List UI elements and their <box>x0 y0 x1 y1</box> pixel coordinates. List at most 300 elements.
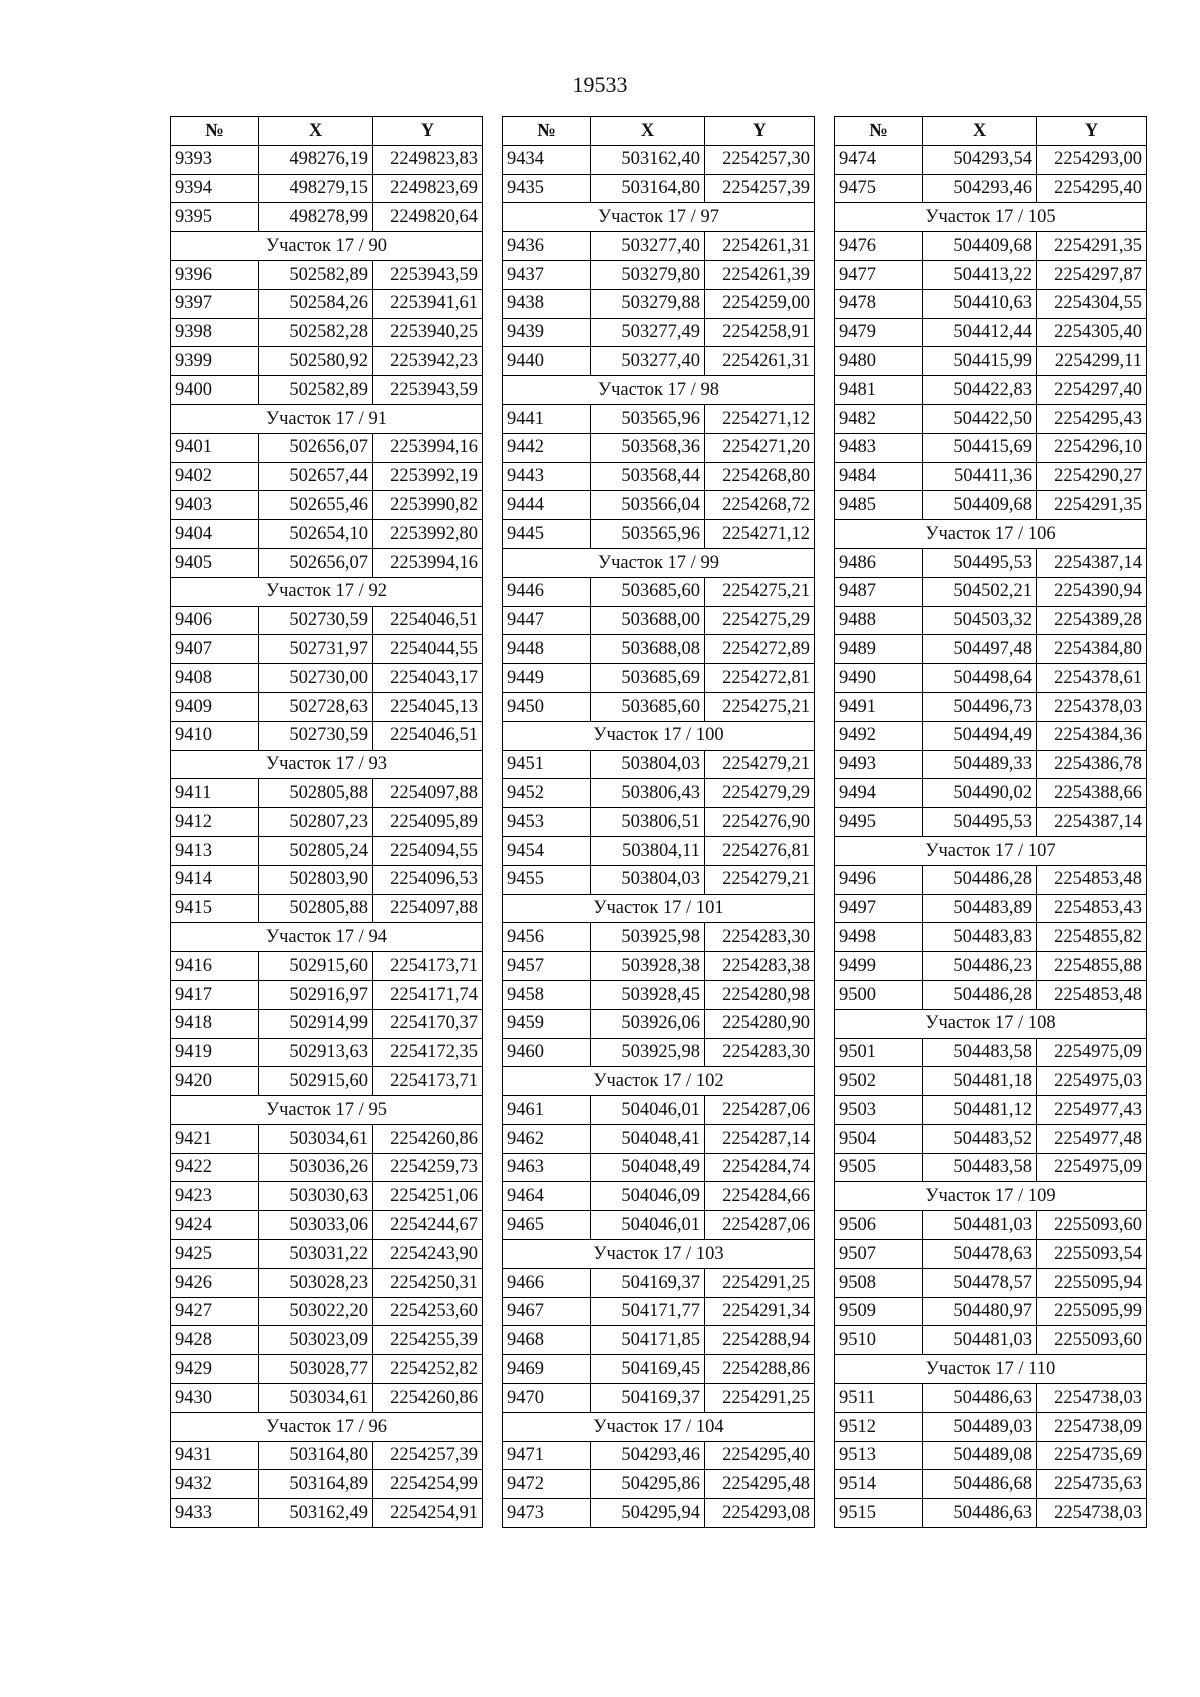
coordinates-table-2 <box>502 116 815 1528</box>
y-coordinate: 2254257,30 <box>705 145 815 174</box>
y-coordinate: 2254975,09 <box>1037 1153 1147 1182</box>
x-coordinate: 504490,02 <box>923 779 1037 808</box>
y-coordinate: 2254094,55 <box>373 836 483 865</box>
table-row <box>171 1297 483 1326</box>
table-row <box>171 808 483 837</box>
x-coordinate: 504293,46 <box>923 174 1037 203</box>
table-row <box>835 1412 1147 1441</box>
point-number: 9426 <box>171 1268 259 1297</box>
y-coordinate: 2254043,17 <box>373 664 483 693</box>
table-row <box>503 1153 815 1182</box>
x-coordinate: 503688,08 <box>591 635 705 664</box>
x-coordinate: 504046,01 <box>591 1096 705 1125</box>
table-row <box>171 1211 483 1240</box>
point-number: 9393 <box>171 145 259 174</box>
table-row <box>503 750 815 779</box>
table-row <box>171 721 483 750</box>
section-row <box>503 894 815 923</box>
point-number: 9444 <box>503 491 591 520</box>
table-row <box>171 1124 483 1153</box>
point-number: 9484 <box>835 462 923 491</box>
point-number: 9479 <box>835 318 923 347</box>
x-coordinate: 502728,63 <box>259 692 373 721</box>
section-label: Участок 17 / 102 <box>503 1067 815 1096</box>
table-row <box>503 1182 815 1211</box>
x-coordinate: 502913,63 <box>259 1038 373 1067</box>
section-label: Участок 17 / 104 <box>503 1412 815 1441</box>
point-number: 9492 <box>835 721 923 750</box>
point-number: 9411 <box>171 779 259 808</box>
x-coordinate: 502580,92 <box>259 347 373 376</box>
x-coordinate: 502805,88 <box>259 894 373 923</box>
point-number: 9482 <box>835 404 923 433</box>
table-row <box>503 491 815 520</box>
table-row <box>171 1067 483 1096</box>
point-number: 9472 <box>503 1470 591 1499</box>
section-row <box>171 404 483 433</box>
point-number: 9417 <box>171 980 259 1009</box>
section-row <box>503 1067 815 1096</box>
y-coordinate: 2254295,40 <box>1037 174 1147 203</box>
point-number: 9490 <box>835 664 923 693</box>
y-coordinate: 2254388,66 <box>1037 779 1147 808</box>
x-coordinate: 504422,83 <box>923 376 1037 405</box>
table-row <box>171 1470 483 1499</box>
y-coordinate: 2254288,94 <box>705 1326 815 1355</box>
table-row <box>835 721 1147 750</box>
y-coordinate: 2254259,73 <box>373 1153 483 1182</box>
y-coordinate: 2254855,82 <box>1037 923 1147 952</box>
y-coordinate: 2253994,16 <box>373 433 483 462</box>
section-row <box>171 577 483 606</box>
y-coordinate: 2254855,88 <box>1037 952 1147 981</box>
table-row <box>503 808 815 837</box>
x-coordinate: 502803,90 <box>259 865 373 894</box>
table-row <box>835 923 1147 952</box>
y-coordinate: 2253990,82 <box>373 491 483 520</box>
table-row <box>503 1009 815 1038</box>
table-row <box>171 1240 483 1269</box>
point-number: 9457 <box>503 952 591 981</box>
table-row <box>503 952 815 981</box>
point-number: 9467 <box>503 1297 591 1326</box>
x-coordinate: 504411,36 <box>923 462 1037 491</box>
x-coordinate: 504048,49 <box>591 1153 705 1182</box>
x-coordinate: 504169,37 <box>591 1384 705 1413</box>
y-coordinate: 2254291,34 <box>705 1297 815 1326</box>
table-header-row <box>835 117 1147 146</box>
point-number: 9501 <box>835 1038 923 1067</box>
x-coordinate: 503023,09 <box>259 1326 373 1355</box>
y-coordinate: 2254172,35 <box>373 1038 483 1067</box>
table-row <box>503 1297 815 1326</box>
section-row <box>835 203 1147 232</box>
section-row <box>503 548 815 577</box>
x-coordinate: 504480,97 <box>923 1297 1037 1326</box>
point-number: 9419 <box>171 1038 259 1067</box>
y-coordinate: 2254975,09 <box>1037 1038 1147 1067</box>
header-x: X <box>591 117 705 146</box>
section-label: Участок 17 / 108 <box>835 1009 1147 1038</box>
table-row <box>503 347 815 376</box>
y-coordinate: 2254261,31 <box>705 347 815 376</box>
point-number: 9508 <box>835 1268 923 1297</box>
table-row <box>835 865 1147 894</box>
x-coordinate: 503685,69 <box>591 664 705 693</box>
point-number: 9394 <box>171 174 259 203</box>
x-coordinate: 502914,99 <box>259 1009 373 1038</box>
point-number: 9469 <box>503 1355 591 1384</box>
point-number: 9511 <box>835 1384 923 1413</box>
x-coordinate: 498279,15 <box>259 174 373 203</box>
table-header-row <box>503 117 815 146</box>
x-coordinate: 502805,24 <box>259 836 373 865</box>
point-number: 9495 <box>835 808 923 837</box>
section-label: Участок 17 / 96 <box>171 1412 483 1441</box>
y-coordinate: 2254290,27 <box>1037 462 1147 491</box>
point-number: 9455 <box>503 865 591 894</box>
y-coordinate: 2253994,16 <box>373 548 483 577</box>
section-label: Участок 17 / 101 <box>503 894 815 923</box>
x-coordinate: 504486,23 <box>923 952 1037 981</box>
x-coordinate: 504481,12 <box>923 1096 1037 1125</box>
y-coordinate: 2254283,30 <box>705 923 815 952</box>
point-number: 9430 <box>171 1384 259 1413</box>
header-x: X <box>923 117 1037 146</box>
section-row <box>171 923 483 952</box>
point-number: 9414 <box>171 865 259 894</box>
section-label: Участок 17 / 95 <box>171 1096 483 1125</box>
y-coordinate: 2254254,91 <box>373 1499 483 1528</box>
y-coordinate: 2254378,61 <box>1037 664 1147 693</box>
table-row <box>835 347 1147 376</box>
table-row <box>171 1326 483 1355</box>
x-coordinate: 504496,73 <box>923 692 1037 721</box>
header-number: № <box>171 117 259 146</box>
table-row <box>835 1096 1147 1125</box>
y-coordinate: 2254096,53 <box>373 865 483 894</box>
x-coordinate: 503804,03 <box>591 865 705 894</box>
y-coordinate: 2254284,74 <box>705 1153 815 1182</box>
point-number: 9433 <box>171 1499 259 1528</box>
point-number: 9429 <box>171 1355 259 1384</box>
x-coordinate: 504409,68 <box>923 232 1037 261</box>
y-coordinate: 2254257,39 <box>705 174 815 203</box>
y-coordinate: 2254259,00 <box>705 289 815 318</box>
table-row <box>835 1470 1147 1499</box>
point-number: 9406 <box>171 606 259 635</box>
table-row <box>171 318 483 347</box>
table-row <box>171 548 483 577</box>
y-coordinate: 2254046,51 <box>373 606 483 635</box>
section-row <box>171 232 483 261</box>
y-coordinate: 2254260,86 <box>373 1384 483 1413</box>
table-row <box>503 232 815 261</box>
x-coordinate: 502731,97 <box>259 635 373 664</box>
point-number: 9474 <box>835 145 923 174</box>
section-row <box>503 1412 815 1441</box>
table-row <box>503 1441 815 1470</box>
x-coordinate: 498278,99 <box>259 203 373 232</box>
y-coordinate: 2254293,08 <box>705 1499 815 1528</box>
point-number: 9401 <box>171 433 259 462</box>
y-coordinate: 2253943,59 <box>373 260 483 289</box>
y-coordinate: 2253942,23 <box>373 347 483 376</box>
y-coordinate: 2255093,54 <box>1037 1240 1147 1269</box>
y-coordinate: 2255095,94 <box>1037 1268 1147 1297</box>
x-coordinate: 503926,06 <box>591 1009 705 1038</box>
y-coordinate: 2254275,21 <box>705 577 815 606</box>
y-coordinate: 2253940,25 <box>373 318 483 347</box>
x-coordinate: 504483,89 <box>923 894 1037 923</box>
x-coordinate: 504293,54 <box>923 145 1037 174</box>
y-coordinate: 2254378,03 <box>1037 692 1147 721</box>
point-number: 9504 <box>835 1124 923 1153</box>
x-coordinate: 503806,43 <box>591 779 705 808</box>
y-coordinate: 2254251,06 <box>373 1182 483 1211</box>
table-row <box>835 1038 1147 1067</box>
header-y: Y <box>1037 117 1147 146</box>
y-coordinate: 2254268,80 <box>705 462 815 491</box>
point-number: 9471 <box>503 1441 591 1470</box>
x-coordinate: 502915,60 <box>259 1067 373 1096</box>
point-number: 9410 <box>171 721 259 750</box>
y-coordinate: 2255095,99 <box>1037 1297 1147 1326</box>
y-coordinate: 2254280,98 <box>705 980 815 1009</box>
table-row <box>835 1211 1147 1240</box>
table-row <box>503 462 815 491</box>
point-number: 9476 <box>835 232 923 261</box>
x-coordinate: 504409,68 <box>923 491 1037 520</box>
table-row <box>835 318 1147 347</box>
y-coordinate: 2254275,29 <box>705 606 815 635</box>
x-coordinate: 504483,58 <box>923 1153 1037 1182</box>
point-number: 9448 <box>503 635 591 664</box>
table-row <box>171 980 483 1009</box>
y-coordinate: 2254276,81 <box>705 836 815 865</box>
table-row <box>171 347 483 376</box>
point-number: 9494 <box>835 779 923 808</box>
table-row <box>171 692 483 721</box>
table-row <box>835 376 1147 405</box>
y-coordinate: 2254271,12 <box>705 520 815 549</box>
y-coordinate: 2254291,25 <box>705 1384 815 1413</box>
point-number: 9425 <box>171 1240 259 1269</box>
table-row <box>835 606 1147 635</box>
table-row <box>171 260 483 289</box>
table-row <box>171 952 483 981</box>
table-row <box>171 865 483 894</box>
point-number: 9453 <box>503 808 591 837</box>
y-coordinate: 2254297,87 <box>1037 260 1147 289</box>
y-coordinate: 2254097,88 <box>373 779 483 808</box>
x-coordinate: 503685,60 <box>591 692 705 721</box>
x-coordinate: 503028,23 <box>259 1268 373 1297</box>
table-row <box>835 1153 1147 1182</box>
x-coordinate: 504171,77 <box>591 1297 705 1326</box>
point-number: 9418 <box>171 1009 259 1038</box>
table-row <box>835 664 1147 693</box>
section-row <box>503 1240 815 1269</box>
table-row <box>503 1124 815 1153</box>
table-row <box>503 980 815 1009</box>
x-coordinate: 503162,49 <box>259 1499 373 1528</box>
x-coordinate: 502582,89 <box>259 260 373 289</box>
y-coordinate: 2254250,31 <box>373 1268 483 1297</box>
y-coordinate: 2254261,31 <box>705 232 815 261</box>
x-coordinate: 502582,89 <box>259 376 373 405</box>
x-coordinate: 504481,03 <box>923 1326 1037 1355</box>
table-row <box>835 145 1147 174</box>
table-row <box>835 577 1147 606</box>
point-number: 9416 <box>171 952 259 981</box>
table-row <box>503 1384 815 1413</box>
point-number: 9491 <box>835 692 923 721</box>
table-row <box>503 1470 815 1499</box>
y-coordinate: 2254271,20 <box>705 433 815 462</box>
x-coordinate: 504503,32 <box>923 606 1037 635</box>
point-number: 9408 <box>171 664 259 693</box>
x-coordinate: 503928,45 <box>591 980 705 1009</box>
point-number: 9397 <box>171 289 259 318</box>
point-number: 9395 <box>171 203 259 232</box>
point-number: 9463 <box>503 1153 591 1182</box>
x-coordinate: 504489,08 <box>923 1441 1037 1470</box>
x-coordinate: 504497,48 <box>923 635 1037 664</box>
table-row <box>171 1441 483 1470</box>
x-coordinate: 504171,85 <box>591 1326 705 1355</box>
y-coordinate: 2254287,06 <box>705 1211 815 1240</box>
table-row <box>171 1009 483 1038</box>
table-row <box>503 1211 815 1240</box>
x-coordinate: 502656,07 <box>259 433 373 462</box>
y-coordinate: 2254095,89 <box>373 808 483 837</box>
table-row <box>835 808 1147 837</box>
y-coordinate: 2254261,39 <box>705 260 815 289</box>
point-number: 9402 <box>171 462 259 491</box>
x-coordinate: 504486,28 <box>923 865 1037 894</box>
x-coordinate: 502730,59 <box>259 721 373 750</box>
table-row <box>171 174 483 203</box>
x-coordinate: 503164,80 <box>259 1441 373 1470</box>
y-coordinate: 2253992,19 <box>373 462 483 491</box>
x-coordinate: 504169,37 <box>591 1268 705 1297</box>
y-coordinate: 2254297,40 <box>1037 376 1147 405</box>
table-row <box>503 404 815 433</box>
table-row <box>835 462 1147 491</box>
x-coordinate: 504415,69 <box>923 433 1037 462</box>
y-coordinate: 2254255,39 <box>373 1326 483 1355</box>
page-number: 19533 <box>572 72 628 97</box>
y-coordinate: 2254272,81 <box>705 664 815 693</box>
x-coordinate: 504483,83 <box>923 923 1037 952</box>
y-coordinate: 2254171,74 <box>373 980 483 1009</box>
x-coordinate: 504483,58 <box>923 1038 1037 1067</box>
x-coordinate: 502582,28 <box>259 318 373 347</box>
x-coordinate: 502584,26 <box>259 289 373 318</box>
point-number: 9459 <box>503 1009 591 1038</box>
x-coordinate: 503033,06 <box>259 1211 373 1240</box>
y-coordinate: 2254280,90 <box>705 1009 815 1038</box>
table-row <box>503 433 815 462</box>
point-number: 9436 <box>503 232 591 261</box>
x-coordinate: 504478,57 <box>923 1268 1037 1297</box>
x-coordinate: 504412,44 <box>923 318 1037 347</box>
x-coordinate: 502654,10 <box>259 520 373 549</box>
section-label: Участок 17 / 99 <box>503 548 815 577</box>
point-number: 9424 <box>171 1211 259 1240</box>
point-number: 9449 <box>503 664 591 693</box>
point-number: 9505 <box>835 1153 923 1182</box>
x-coordinate: 504486,68 <box>923 1470 1037 1499</box>
y-coordinate: 2254258,91 <box>705 318 815 347</box>
table-row <box>171 1499 483 1528</box>
y-coordinate: 2254738,03 <box>1037 1384 1147 1413</box>
y-coordinate: 2254288,86 <box>705 1355 815 1384</box>
x-coordinate: 503028,77 <box>259 1355 373 1384</box>
x-coordinate: 504048,41 <box>591 1124 705 1153</box>
y-coordinate: 2254738,09 <box>1037 1412 1147 1441</box>
table-row <box>835 894 1147 923</box>
section-label: Участок 17 / 110 <box>835 1355 1147 1384</box>
table-row <box>171 145 483 174</box>
header-number: № <box>835 117 923 146</box>
table-row <box>835 174 1147 203</box>
section-row <box>171 1412 483 1441</box>
table-row <box>171 1384 483 1413</box>
table-row <box>171 376 483 405</box>
table-row <box>503 1355 815 1384</box>
point-number: 9483 <box>835 433 923 462</box>
y-coordinate: 2254287,06 <box>705 1096 815 1125</box>
point-number: 9404 <box>171 520 259 549</box>
x-coordinate: 503277,40 <box>591 232 705 261</box>
point-number: 9477 <box>835 260 923 289</box>
point-number: 9515 <box>835 1499 923 1528</box>
point-number: 9450 <box>503 692 591 721</box>
y-coordinate: 2254243,90 <box>373 1240 483 1269</box>
y-coordinate: 2254293,00 <box>1037 145 1147 174</box>
x-coordinate: 504169,45 <box>591 1355 705 1384</box>
section-label: Участок 17 / 106 <box>835 520 1147 549</box>
point-number: 9451 <box>503 750 591 779</box>
table-row <box>503 635 815 664</box>
table-row <box>171 289 483 318</box>
y-coordinate: 2254387,14 <box>1037 548 1147 577</box>
table-row <box>835 1326 1147 1355</box>
x-coordinate: 503162,40 <box>591 145 705 174</box>
section-label: Участок 17 / 100 <box>503 721 815 750</box>
table-row <box>835 491 1147 520</box>
y-coordinate: 2254279,21 <box>705 865 815 894</box>
section-row <box>503 721 815 750</box>
y-coordinate: 2254253,60 <box>373 1297 483 1326</box>
y-coordinate: 2254299,11 <box>1037 347 1147 376</box>
table-row <box>835 750 1147 779</box>
y-coordinate: 2254291,35 <box>1037 232 1147 261</box>
x-coordinate: 503279,80 <box>591 260 705 289</box>
section-label: Участок 17 / 90 <box>171 232 483 261</box>
point-number: 9442 <box>503 433 591 462</box>
point-number: 9513 <box>835 1441 923 1470</box>
y-coordinate: 2254975,03 <box>1037 1067 1147 1096</box>
y-coordinate: 2254045,13 <box>373 692 483 721</box>
x-coordinate: 504046,01 <box>591 1211 705 1240</box>
y-coordinate: 2253941,61 <box>373 289 483 318</box>
table-row <box>171 606 483 635</box>
point-number: 9441 <box>503 404 591 433</box>
y-coordinate: 2249823,83 <box>373 145 483 174</box>
